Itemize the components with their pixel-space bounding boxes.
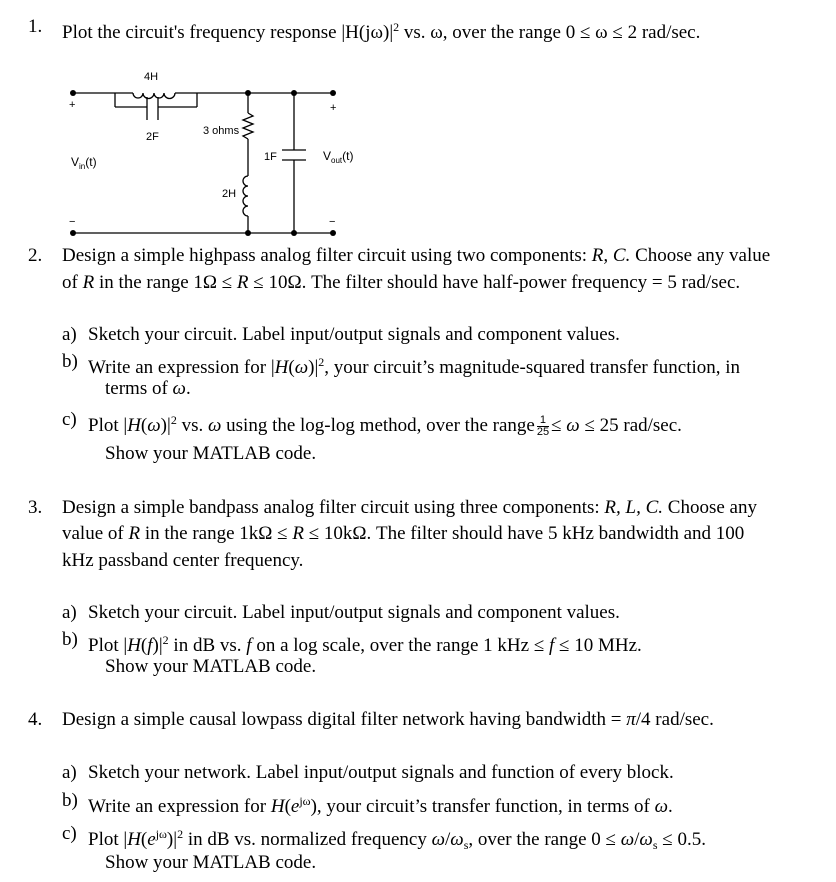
text-line (62, 823, 77, 845)
text-segment: value of (62, 523, 129, 544)
math-symbol: R, C. (591, 245, 631, 266)
terminal-dot (70, 90, 76, 96)
text-segment: 2 (318, 355, 325, 369)
text-segment: / (634, 829, 640, 850)
text-line (62, 16, 700, 44)
math-symbol: R (82, 272, 95, 293)
text-segment: 2 (162, 633, 169, 647)
text-segment: Sketch your circuit. Label input/output signals and component values. (88, 602, 620, 623)
text-segment: ≤ 25 rad/sec. (579, 415, 682, 436)
text-segment: s (463, 838, 469, 852)
math-symbol: e (290, 796, 300, 817)
text-segment: a) (62, 324, 77, 345)
text-segment: Show your MATLAB code. (105, 443, 317, 464)
text-segment: ≤ 10Ω. The filter should have half-power frequency = 5 rad/sec. (248, 272, 741, 293)
text-segment: 2 (170, 413, 177, 427)
inductor-4h-symbol (133, 93, 175, 99)
text-segment: ( (284, 796, 291, 817)
text-line (28, 16, 42, 38)
node-dot (291, 90, 297, 96)
math-symbol: ω (431, 829, 445, 850)
resistor-symbol (243, 113, 253, 139)
text-line (88, 409, 682, 438)
text-line (62, 629, 78, 651)
text-segment: Plot the circuit's frequency response |H(jω)| (62, 22, 394, 43)
vin-plus: + (69, 99, 76, 111)
math-symbol: R (292, 523, 304, 544)
math-symbol: f (549, 635, 555, 656)
text-segment: 2 (393, 20, 400, 34)
text-segment: Design a simple causal lowpass digital filter network having bandwidth = (62, 709, 627, 730)
text-segment: 4. (28, 709, 43, 730)
text-segment: ( (140, 829, 148, 850)
text-segment: Show your MATLAB code. (105, 852, 317, 873)
text-segment: on a log scale, over the range 1 kHz ≤ (251, 635, 549, 656)
math-symbol: ω (620, 829, 635, 850)
text-segment: c) (62, 409, 77, 430)
text-segment: ≤ 0.5. (657, 829, 706, 850)
math-symbol: ω (450, 829, 464, 850)
text-line (62, 272, 740, 294)
node-dot (291, 230, 297, 236)
label-2f: 2F (146, 131, 159, 143)
math-symbol: f (246, 635, 252, 656)
text-segment: s (652, 838, 658, 852)
text-line (88, 351, 740, 379)
math-symbol: H (127, 635, 141, 656)
text-line (62, 324, 77, 346)
math-symbol: H (274, 357, 289, 378)
text-segment: Plot | (88, 829, 128, 850)
math-symbol: ω (207, 415, 222, 436)
vout-minus: − (329, 216, 336, 228)
text-segment: kHz passband center frequency. (62, 550, 304, 571)
terminal-dot (70, 230, 76, 236)
text-segment: a) (62, 602, 77, 623)
text-line (105, 852, 316, 874)
math-symbol: ω (172, 378, 186, 399)
text-segment: Sketch your circuit. Label input/output signals and component values. (88, 324, 620, 345)
terminal-dot (330, 230, 336, 236)
text-segment: 3. (28, 497, 43, 518)
text-line (88, 324, 620, 346)
text-line (62, 709, 714, 731)
node-dot (245, 230, 251, 236)
text-segment: )| (160, 415, 171, 436)
text-line (88, 762, 674, 784)
text-line (88, 629, 642, 657)
label-1f: 1F (264, 151, 277, 163)
text-segment: . (668, 796, 673, 817)
fraction-numerator: 1 (537, 415, 549, 427)
text-segment: Design a simple bandpass analog filter circuit using three components: (62, 497, 605, 518)
text-line (62, 790, 78, 812)
inductor-2h-symbol (243, 176, 248, 216)
text-segment: Plot | (88, 635, 128, 656)
text-line (105, 656, 316, 678)
text-line (62, 523, 744, 545)
label-4h: 4H (144, 71, 159, 83)
text-line (28, 497, 42, 519)
text-segment: jω (155, 827, 167, 841)
text-segment: ( (140, 415, 148, 436)
text-line (62, 602, 77, 624)
text-segment: c) (62, 823, 77, 844)
text-segment: Write an expression for (88, 796, 271, 817)
math-symbol: ω (639, 829, 653, 850)
label-2h: 2H (222, 188, 237, 200)
math-symbol: R, L, C. (604, 497, 664, 518)
text-segment: ≤ 10kΩ. The filter should have 5 kHz bandwidth and 100 (303, 523, 745, 544)
text-segment: . (185, 378, 191, 399)
text-line (88, 602, 620, 624)
text-line (28, 245, 42, 267)
math-symbol: H (127, 415, 141, 436)
text-segment: using the log-log method, over the range (221, 415, 535, 436)
math-symbol: R (128, 523, 141, 544)
text-segment: Sketch your network. Label input/output signals and function of every block. (88, 762, 674, 783)
text-segment: /4 rad/sec. (635, 709, 714, 730)
node-dot (245, 90, 251, 96)
vin-label: $V_{in}(t)$ (71, 155, 97, 171)
text-segment: in the range 1Ω ≤ (94, 272, 237, 293)
text-segment: Choose any (663, 497, 757, 518)
text-line (62, 550, 303, 572)
label-3-ohms: 3 ohms (203, 125, 240, 137)
text-line (105, 378, 191, 400)
text-line (28, 709, 42, 731)
text-segment: b) (62, 629, 78, 650)
text-line (62, 351, 78, 373)
math-symbol: ω (566, 415, 580, 436)
text-segment: vs. (176, 415, 208, 436)
math-symbol: R (236, 272, 249, 293)
text-segment: Design a simple highpass analog filter circuit using two components: (62, 245, 592, 266)
terminal-dot (330, 90, 336, 96)
text-segment: terms of (105, 378, 173, 399)
vout-plus: + (330, 102, 337, 114)
text-segment: 1. (28, 16, 43, 37)
math-symbol: H (127, 829, 141, 850)
text-segment: b) (62, 351, 78, 372)
text-line (62, 762, 77, 784)
text-segment: )| (152, 635, 163, 656)
text-segment: , over the range 0 ≤ (468, 829, 621, 850)
text-line (88, 790, 673, 818)
vin-minus: − (69, 216, 76, 228)
text-segment: 2 (177, 827, 184, 841)
text-segment: in dB vs. (168, 635, 247, 656)
text-segment: 2. (28, 245, 43, 266)
text-line (105, 443, 316, 465)
math-symbol: e (147, 829, 156, 850)
math-symbol: ω (654, 796, 669, 817)
text-segment: ≤ (551, 415, 567, 436)
text-segment: ( (140, 635, 148, 656)
math-symbol: ω (294, 357, 309, 378)
text-segment: Plot | (88, 415, 128, 436)
text-segment: vs. ω, over the range 0 ≤ ω ≤ 2 rad/sec. (399, 22, 701, 43)
text-segment: Write an expression for | (88, 357, 275, 378)
text-segment: Choose any value (630, 245, 771, 266)
fraction (537, 415, 549, 438)
math-symbol: ω (147, 415, 161, 436)
math-symbol: f (147, 635, 153, 656)
text-segment: jω (299, 794, 311, 808)
math-symbol: H (270, 796, 285, 817)
text-segment: a) (62, 762, 77, 783)
text-segment: Show your MATLAB code. (105, 656, 317, 677)
text-segment: ), your circuit’s transfer function, in terms of (310, 796, 655, 817)
text-segment: / (445, 829, 451, 850)
text-segment: b) (62, 790, 78, 811)
text-segment: ≤ 10 MHz. (554, 635, 642, 656)
text-segment: in dB vs. normalized frequency (183, 829, 432, 850)
math-symbol: π (626, 709, 636, 730)
text-segment: )| (166, 829, 178, 850)
text-line (62, 497, 757, 519)
text-segment: in the range 1kΩ ≤ (140, 523, 293, 544)
text-segment: )| (308, 357, 319, 378)
fraction-denominator: 25 (536, 426, 550, 439)
text-segment: , your circuit’s magnitude-squared transfer function, in (324, 357, 741, 378)
text-segment: of (62, 272, 83, 293)
text-line (62, 245, 770, 267)
text-line (62, 409, 77, 431)
vout-label: $V_{out}(t)$ (323, 149, 354, 165)
text-segment: ( (288, 357, 295, 378)
